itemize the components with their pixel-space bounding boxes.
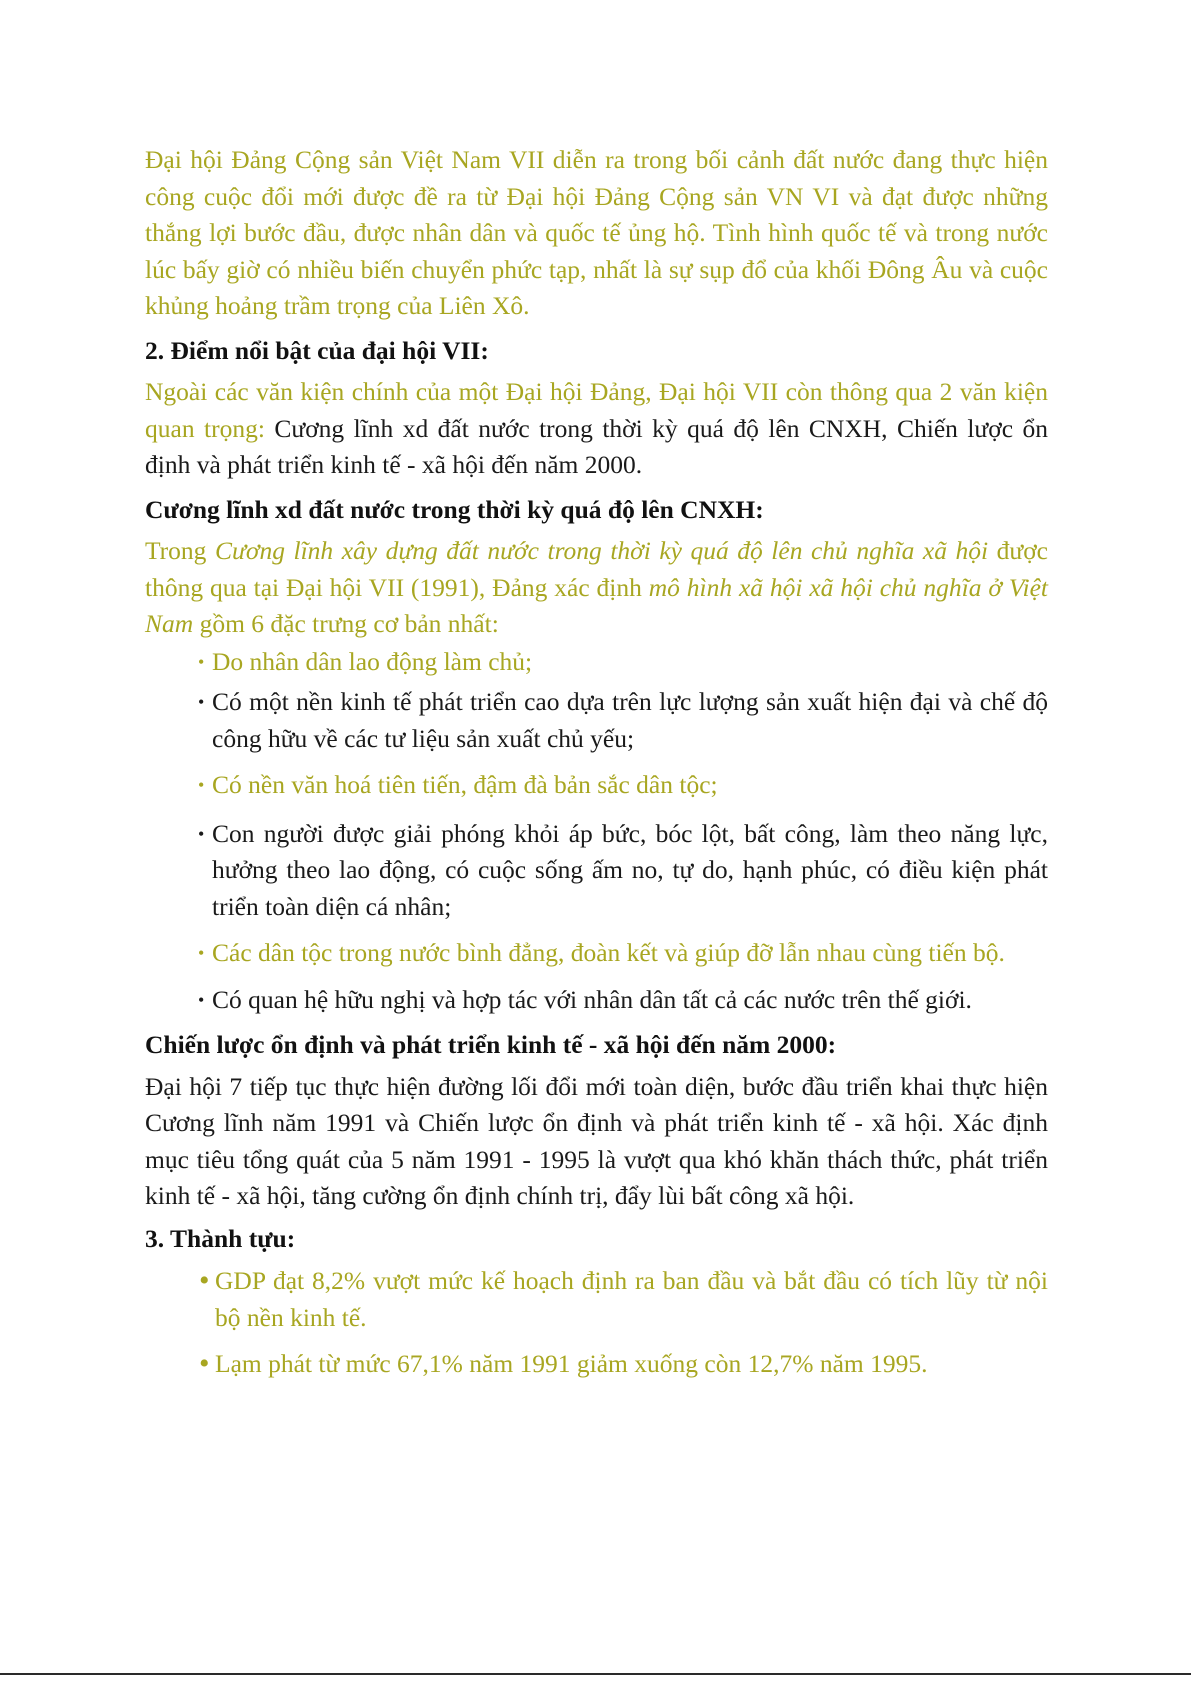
bullet-icon: •	[198, 692, 205, 712]
cuong-linh-text-5: gồm 6 đặc trưng cơ bản nhất:	[193, 609, 499, 638]
cuong-linh-text-1: Trong	[145, 536, 215, 565]
bullet-icon: •	[198, 989, 205, 1010]
document-page	[145, 142, 1048, 1393]
page-bottom-rule	[0, 1673, 1191, 1675]
bullet-icon: •	[198, 943, 205, 963]
cuong-linh-model-italic: mô hình xã hội xã hội chủ nghĩa ở Việt Nam	[145, 572, 1049, 638]
intro-paragraph: Đại hội Đảng Cộng sản Việt Nam VII diễn ra trong bối cảnh đất nước đang thực hiện công cuộc đổi mới được đề ra từ Đại hội Đảng Cộng sản VN VI và đạt được những thắng lợi bước đầu, được nhân dân và quốc tế ủng hộ. Tình hình quốc tế và trong nước lúc bấy giờ có nhiều biến chuyển phức tạp, nhất là sự sụp đổ của khối Đông Âu và cuộc khủng hoảng trầm trọng của Liên Xô.	[145, 145, 1048, 320]
list-item: • Lạm phát từ mức 67,1% năm 1991 giảm xuống còn 12,7% năm 1995.	[145, 1346, 1048, 1383]
cuong-linh-heading: Cương lĩnh xd đất nước trong thời kỳ quá độ lên CNXH:	[145, 494, 764, 524]
characteristics-list	[145, 644, 1048, 1019]
section-2-dark-text: Cương lĩnh xd đất nước trong thời kỳ quá độ lên CNXH, Chiến lược ổn định và phát triển kinh tế - xã hội đến năm 2000.	[145, 413, 1048, 479]
section-2-paragraph	[145, 374, 1048, 484]
list-item: • GDP đạt 8,2% vượt mức kế hoạch định ra ban đầu và bắt đầu có tích lũy từ nội bộ nền kinh tế.	[199, 1264, 1048, 1332]
section-2-heading: 2. Điểm nổi bật của đại hội VII:	[145, 335, 489, 365]
section-2-olive-text: Ngoài các văn kiện chính của một Đại hội Đảng, Đại hội VII còn thông qua 2 văn kiện quan trọng:	[145, 377, 1048, 443]
section-3-heading: 3. Thành tựu:	[145, 1223, 296, 1253]
achievements-list	[145, 1263, 1048, 1383]
bullet-icon: •	[198, 775, 205, 795]
cuong-linh-paragraph	[145, 533, 1048, 643]
bullet-icon: •	[198, 651, 205, 672]
cuong-linh-title-italic: Cương lĩnh xây dựng đất nước trong thời kỳ quá độ lên chủ nghĩa xã hội	[214, 536, 989, 565]
bullet-icon: •	[199, 1264, 210, 1297]
list-item: • Có một nền kinh tế phát triển cao dựa trên lực lượng sản xuất hiện đại và chế độ công hữu về các tư liệu sản xuất chủ yếu;	[145, 684, 1048, 757]
list-item: • Do nhân dân lao động làm chủ;	[145, 644, 1048, 681]
list-item: • Con người được giải phóng khỏi áp bức, bóc lột, bất công, làm theo năng lực, hưởng theo lao động, có cuộc sống ấm no, tự do, hạnh phúc, có điều kiện phát triển toàn diện cá nhân;	[145, 816, 1048, 926]
bullet-icon: •	[199, 1347, 210, 1380]
bullet-icon: •	[198, 823, 205, 844]
list-item: • Có nền văn hoá tiên tiến, đậm đà bản sắc dân tộc;	[145, 767, 1048, 804]
list-item: • Có quan hệ hữu nghị và hợp tác với nhân dân tất cả các nước trên thế giới.	[145, 982, 1048, 1019]
cuong-linh-text-3: được thông qua tại Đại hội VII (1991), Đảng xác định	[145, 536, 1049, 602]
chien-luoc-paragraph: Đại hội 7 tiếp tục thực hiện đường lối đổi mới toàn diện, bước đầu triển khai thực hiện Cương lĩnh năm 1991 và Chiến lược ổn định và phát triển kinh tế - xã hội. Xác định mục tiêu tổng quát của 5 năm 1991 - 1995 là vượt qua khó khăn thách thức, phát triển kinh tế - xã hội, tăng cường ổn định chính trị, đẩy lùi bất công xã hội.	[145, 1071, 1048, 1210]
list-item: • Các dân tộc trong nước bình đẳng, đoàn kết và giúp đỡ lẫn nhau cùng tiến bộ.	[145, 935, 1048, 972]
chien-luoc-heading: Chiến lược ổn định và phát triển kinh tế - xã hội đến năm 2000:	[145, 1030, 837, 1059]
